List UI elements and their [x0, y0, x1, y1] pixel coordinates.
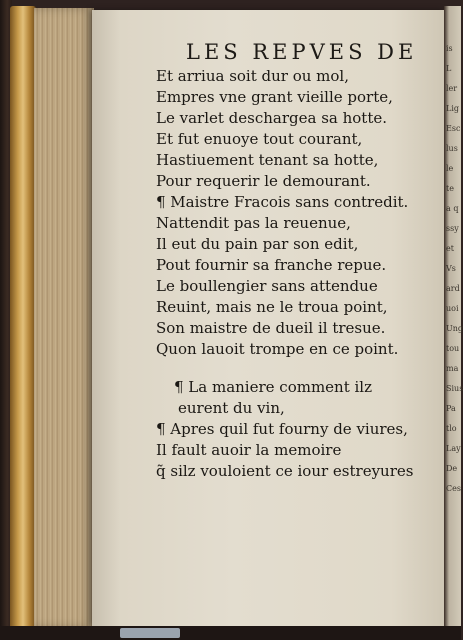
- facing-page-fragment: et: [446, 244, 454, 253]
- facing-page-fragment: ler: [446, 84, 458, 93]
- page-stack-edge: [34, 8, 94, 628]
- verse-line: Pour requerir le demourant.: [156, 172, 371, 190]
- section-heading: eurent du vin,: [178, 399, 285, 417]
- verse-line: Nattendit pas la reuenue,: [156, 214, 351, 232]
- facing-page-fragment: is: [446, 44, 453, 53]
- facing-page-fragment: Sius: [446, 384, 463, 393]
- facing-page-fragment: Esc: [446, 124, 461, 133]
- spacer: [156, 360, 413, 377]
- facing-page-fragment: tou: [446, 344, 460, 353]
- facing-page-fragment: tlo: [446, 424, 457, 433]
- verse-line: Et arriua soit dur ou mol,: [156, 67, 350, 85]
- facing-page: [444, 6, 461, 636]
- facing-page-fragment: Ung: [446, 324, 463, 333]
- facing-page-fragment: a q: [446, 204, 459, 213]
- verse-line: Son maistre de dueil il tresue.: [156, 319, 386, 337]
- text-block: [156, 66, 413, 482]
- facing-page-fragment: le: [446, 164, 454, 173]
- verse-line: q̃ silz vouloient ce iour estreyures: [156, 462, 414, 480]
- verse-line: Pout fournir sa franche repue.: [156, 256, 387, 274]
- verse-line: Quon lauoit trompe en ce point.: [156, 340, 399, 358]
- verse-line: Empres vne grant vieille porte,: [156, 88, 393, 106]
- bottom-edge: [0, 626, 461, 640]
- verse-line: Reuint, mais ne le troua point,: [156, 298, 388, 316]
- verse-line: Hastiuement tenant sa hotte,: [156, 151, 379, 169]
- facing-page-fragment: te: [446, 184, 454, 193]
- section-heading: ¶ La maniere comment ilz: [174, 378, 373, 396]
- facing-page-fragment: lus: [446, 144, 458, 153]
- verse-line: Et fut enuoye tout courant,: [156, 130, 363, 148]
- facing-page-fragment: Pa: [446, 404, 456, 413]
- facing-page-fragment: ma: [446, 364, 459, 373]
- verse-line: Il fault auoir la memoire: [156, 441, 342, 459]
- facing-page-fragment: De: [446, 464, 458, 473]
- verse-line: ¶ Apres quil fut fourny de viures,: [156, 420, 408, 438]
- running-head: LES REPVES DE: [186, 40, 418, 64]
- facing-page-fragment: ssy: [446, 224, 459, 233]
- verse-line: ¶ Maistre Fracois sans contredit.: [156, 193, 409, 211]
- facing-page-fragment: L: [446, 64, 452, 73]
- facing-page-fragment: ard: [446, 284, 460, 293]
- clip: [120, 628, 180, 638]
- gilt-edge: [10, 6, 36, 630]
- verse-line: Il eut du pain par son edit,: [156, 235, 359, 253]
- facing-page-fragment: Lig: [446, 104, 459, 113]
- facing-page-fragment: uoi: [446, 304, 459, 313]
- facing-page-fragment: Lay: [446, 444, 461, 453]
- verse-line: Le varlet deschargea sa hotte.: [156, 109, 388, 127]
- facing-page-fragment: Ces: [446, 484, 461, 493]
- facing-page-fragment: Vs: [446, 264, 456, 273]
- verse-line: Le boullengier sans attendue: [156, 277, 378, 295]
